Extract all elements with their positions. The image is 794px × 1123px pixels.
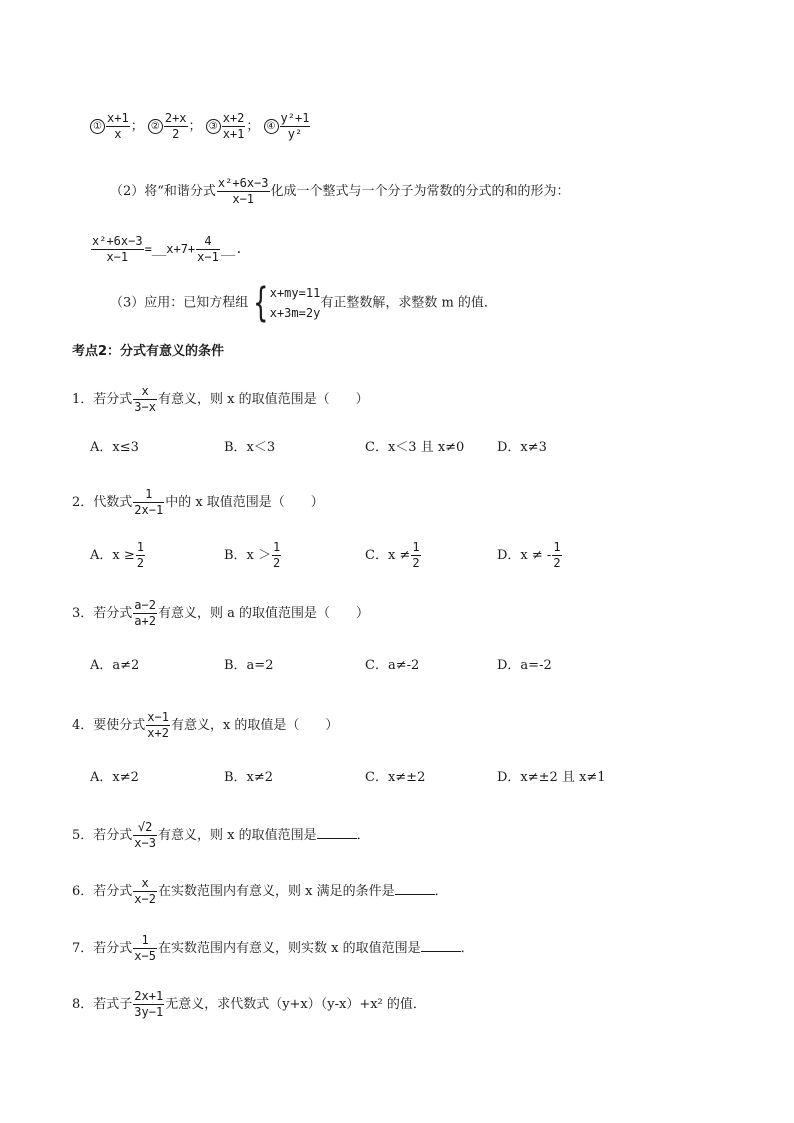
question-1: 1．若分式 $\frac{x}{3-x}$ 有意义，则 x 的取值范围是（ ） <box>72 384 369 414</box>
q3-option-c: C．a≠-2 <box>365 658 420 673</box>
system-brace: { <box>253 280 269 326</box>
question-4: 4．要使分式 $\frac{x-1}{x+2}$ 有意义，x 的取值是（ ） <box>72 710 339 740</box>
question-5: 5．若分式 $\frac{√2}{x-3}$ 有意义，则 x 的取值范围是 ． <box>72 820 370 850</box>
circled-number-3: ③ <box>206 119 221 134</box>
answer-blank[interactable] <box>395 882 435 895</box>
fraction-2: $\frac{2+x}{2}$ <box>164 111 187 141</box>
q1-option-b: B．x＜3 <box>224 440 276 455</box>
q3-option-b: B．a=2 <box>224 658 274 673</box>
q2-option-b: B．x ＞ $\frac{1}{2}$ <box>224 540 281 570</box>
part-2-equation: $\frac{\text{x²+6x−3}}{x-1}$ =__x+7+ $\frac{4}{x-1}$ __. <box>92 234 243 264</box>
fraction-list-row: ① $\frac{x+1}{x}$ ； ② $\frac{2+x}{2}$ ； ③ $\frac{x+2}{x+1}$ ； ④ $\frac{\text{y²+1}}{\text{y²}}$ <box>90 111 311 142</box>
question-8: 8．若式子 $\frac{2x+1}{3y-1}$ 无意义，求代数式（y+x）（y-x）+x² 的值． <box>72 989 426 1019</box>
q1-option-d: D．x≠3 <box>497 440 547 455</box>
circled-number-4: ④ <box>264 119 279 134</box>
q4-option-c: C．x≠±2 <box>365 770 426 785</box>
part-3-statement: （3）应用：已知方程组 { x+my=11 x+3m=2y 有正整数解，求整数 m 的值． <box>110 280 497 326</box>
question-3: 3．若分式 $\frac{a-2}{a+2}$ 有意义，则 a 的取值范围是（ ） <box>72 598 369 628</box>
fraction-3: $\frac{x+2}{x+1}$ <box>222 111 245 141</box>
q4-option-d: D．x≠±2 且 x≠1 <box>497 770 606 785</box>
part-2-statement: （2）将“和谐分式 $\frac{\text{x²+6x−3}}{x-1}$ 化成一个整式与一个分子为常数的分式的和的形为： <box>110 176 570 206</box>
fraction-1: $\frac{x+1}{x}$ <box>107 111 129 141</box>
q4-option-a: A．x≠2 <box>90 770 139 785</box>
harmonic-fraction: $\frac{\text{x²+6x−3}}{x-1}$ <box>217 176 269 206</box>
fraction-4: $\frac{\text{y²+1}}{\text{y²}}$ <box>280 111 310 141</box>
q1-option-a: A．x≤3 <box>90 440 139 455</box>
question-2: 2．代数式 $\frac{1}{2x-1}$ 中的 x 取值范围是（ ） <box>72 487 324 517</box>
question-6: 6．若分式 $\frac{x}{x-2}$ 在实数范围内有意义，则 x 满足的条件是 ． <box>72 876 448 906</box>
q1-option-c: C．x＜3 且 x≠0 <box>365 440 465 455</box>
q2-option-c: C．x ≠ $\frac{1}{2}$ <box>365 540 420 570</box>
equation-system: x+my=11 x+3m=2y <box>269 286 321 320</box>
answer-blank[interactable] <box>421 939 461 952</box>
circled-number-2: ② <box>148 119 163 134</box>
q3-option-a: A．a≠2 <box>90 658 140 673</box>
question-7: 7．若分式 $\frac{1}{x-5}$ 在实数范围内有意义，则实数 x 的取值范围是 ． <box>72 933 474 963</box>
circled-number-1: ① <box>90 119 105 134</box>
q2-option-a: A．x ≥ $\frac{1}{2}$ <box>90 540 144 570</box>
q4-option-b: B．x≠2 <box>224 770 274 785</box>
answer-blank[interactable] <box>317 826 357 839</box>
q2-option-d: D．x ≠ - $\frac{1}{2}$ <box>497 540 561 570</box>
section-title: 考点2：分式有意义的条件 <box>72 344 225 359</box>
q3-option-d: D．a=-2 <box>497 658 552 673</box>
